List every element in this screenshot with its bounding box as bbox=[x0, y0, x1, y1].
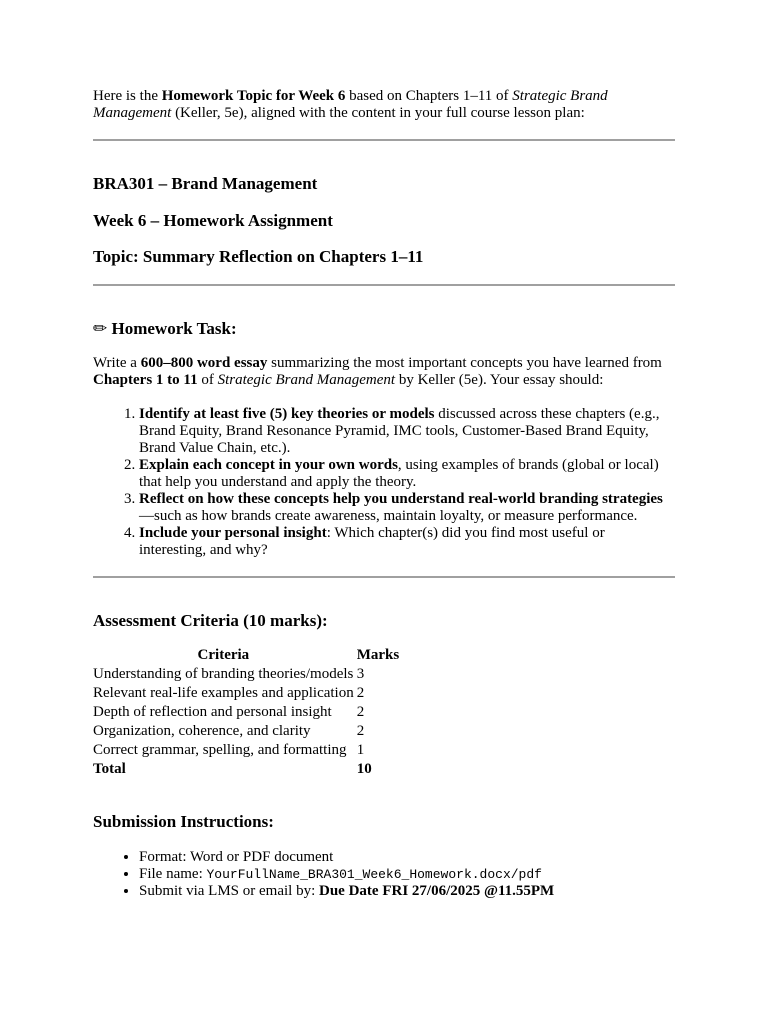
marks-cell: 2 bbox=[356, 723, 365, 739]
list-item bbox=[139, 849, 675, 866]
marks-cell: 2 bbox=[356, 704, 365, 720]
list-item-text: discussed across these chapters (e.g., Brand Equity, Brand Resonance Pyramid, IMC tools, Customer-Based Brand Equity, Brand Value Chain, etc.). bbox=[139, 406, 660, 456]
submission-list bbox=[93, 849, 675, 900]
submission-heading bbox=[93, 812, 675, 832]
submission-due-date: Due Date FRI 27/06/2025 @11.55PM bbox=[319, 883, 555, 899]
list-item bbox=[139, 525, 675, 559]
column-header-criteria: Criteria bbox=[197, 647, 250, 663]
table-header-row bbox=[93, 646, 402, 665]
list-item bbox=[139, 883, 675, 900]
topic-title: Topic: Summary Reflection on Chapters 1–11 bbox=[93, 247, 424, 266]
list-item bbox=[139, 457, 675, 491]
table-row bbox=[93, 741, 402, 760]
list-item-text: —such as how brands create awareness, maintain loyalty, or measure performance. bbox=[139, 508, 638, 524]
list-item-bold: Include your personal insight bbox=[139, 525, 327, 541]
submission-filename-label: File name: bbox=[139, 866, 207, 882]
intro-text-2: based on Chapters 1–11 of bbox=[345, 88, 513, 104]
course-heading bbox=[93, 174, 675, 194]
criteria-cell: Understanding of branding theories/models bbox=[93, 666, 354, 682]
divider bbox=[93, 284, 675, 286]
task-text-1: Write a bbox=[93, 355, 141, 371]
week-heading bbox=[93, 211, 675, 231]
list-item bbox=[139, 866, 675, 883]
list-item-bold: Identify at least five (5) key theories or models bbox=[139, 406, 435, 422]
criteria-cell: Correct grammar, spelling, and formatting bbox=[93, 742, 347, 758]
task-requirements-list bbox=[93, 406, 675, 559]
table-total-row bbox=[93, 760, 402, 779]
criteria-cell: Depth of reflection and personal insight bbox=[93, 704, 332, 720]
task-word-count: 600–800 word essay bbox=[140, 355, 268, 371]
divider bbox=[93, 139, 675, 141]
list-item bbox=[139, 491, 675, 525]
list-item-bold: Reflect on how these concepts help you understand real-world branding strategies bbox=[139, 491, 663, 507]
intro-bold-topic: Homework Topic for Week 6 bbox=[161, 88, 346, 104]
pencil-icon: ✏ bbox=[93, 319, 108, 339]
intro-book-title: Strategic Brand Management bbox=[93, 88, 608, 121]
total-label-cell: Total bbox=[93, 761, 126, 777]
table-row bbox=[93, 684, 402, 703]
intro-paragraph bbox=[93, 88, 675, 122]
list-item-bold: Explain each concept in your own words bbox=[139, 457, 398, 473]
task-intro-paragraph bbox=[93, 355, 675, 389]
topic-heading bbox=[93, 247, 675, 267]
intro-text-3: (Keller, 5e), aligned with the content in your full course lesson plan: bbox=[171, 105, 585, 121]
total-marks-cell: 10 bbox=[356, 761, 372, 777]
task-text-4: by Keller (5e). Your essay should: bbox=[395, 372, 604, 388]
marks-cell: 1 bbox=[356, 742, 365, 758]
assessment-heading bbox=[93, 611, 675, 631]
table-row bbox=[93, 722, 402, 741]
criteria-cell: Organization, coherence, and clarity bbox=[93, 723, 311, 739]
course-title: BRA301 – Brand Management bbox=[93, 174, 318, 193]
submission-filename: YourFullName_BRA301_Week6_Homework.docx/pdf bbox=[206, 867, 542, 882]
table-row bbox=[93, 703, 402, 722]
intro-text-1: Here is the bbox=[93, 88, 162, 104]
task-book-title: Strategic Brand Management bbox=[217, 372, 396, 388]
task-chapters: Chapters 1 to 11 bbox=[93, 372, 198, 388]
divider bbox=[93, 576, 675, 578]
task-text-2: summarizing the most important concepts you have learned from bbox=[267, 355, 662, 371]
task-heading-label: Homework Task: bbox=[111, 319, 237, 338]
marks-cell: 3 bbox=[356, 666, 365, 682]
assessment-heading-label: Assessment Criteria (10 marks): bbox=[93, 611, 328, 630]
marks-cell: 2 bbox=[356, 685, 365, 701]
submission-format: Format: Word or PDF document bbox=[139, 849, 334, 865]
task-text-3: of bbox=[197, 372, 218, 388]
list-item bbox=[139, 406, 675, 457]
list-item-text: : Which chapter(s) did you find most useful or interesting, and why? bbox=[139, 525, 605, 558]
submission-heading-label: Submission Instructions: bbox=[93, 812, 274, 831]
assessment-table bbox=[93, 646, 402, 779]
week-title: Week 6 – Homework Assignment bbox=[93, 211, 333, 230]
submission-method: Submit via LMS or email by: bbox=[139, 883, 319, 899]
criteria-cell: Relevant real-life examples and application bbox=[93, 685, 354, 701]
column-header-marks: Marks bbox=[356, 647, 400, 663]
task-heading bbox=[93, 319, 675, 339]
list-item-text: , using examples of brands (global or local) that help you understand and apply the theory. bbox=[139, 457, 659, 490]
table-row bbox=[93, 665, 402, 684]
